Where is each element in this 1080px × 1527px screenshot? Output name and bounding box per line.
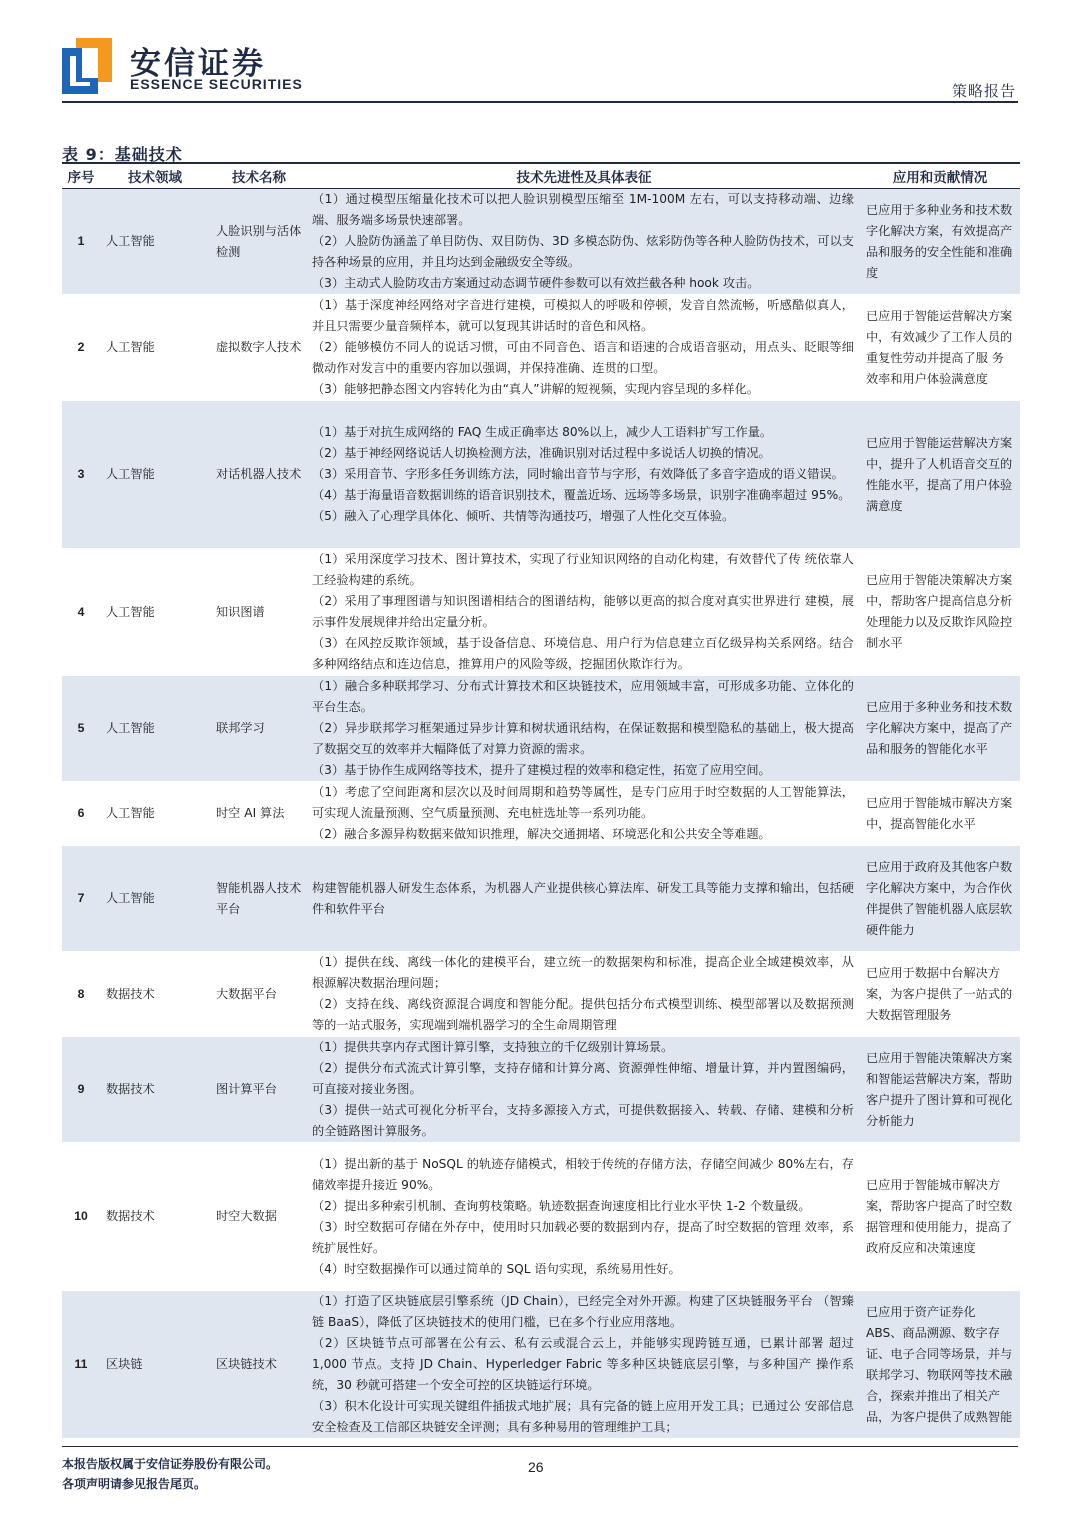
footer-divider — [62, 1446, 1018, 1447]
row-number: 6 — [62, 782, 100, 846]
page-number: 26 — [528, 1459, 544, 1475]
col-header-domain: 技术领域 — [100, 163, 210, 189]
basic-tech-table — [62, 162, 1020, 1439]
row-application: 已应用于政府及其他客户数字化解决方案中，为合作伙伴提供了智能机器人底层软硬件能力 — [860, 846, 1020, 952]
desc-item: （1）通过模型压缩量化技术可以把人脸识别模型压缩至 1M-100M 左右，可以支持移动端、边缘端、服务端多场景快速部署。 — [312, 192, 854, 227]
row-description — [308, 295, 860, 401]
desc-item: （2）区块链节点可部署在公有云、私有云或混合云上，并能够实现跨链互通，已累计部署 超过 1,000 节点。支持 JD Chain、Hyperledger Fabric 等多种区块链底层引擎，与多种国产 操作系统，30 秒就可搭建一个安全可控的区块链运行环境。 — [312, 1336, 854, 1392]
col-header-name: 技术名称 — [210, 163, 308, 189]
table-row — [62, 189, 1020, 295]
table-row — [62, 846, 1020, 952]
desc-item: （1）考虑了空间距离和层次以及时间周期和趋势等属性，是专门应用于时空数据的人工智能算法，可实现人流量预测、空气质量预测、充电桩选址等一系列功能。 — [312, 785, 854, 820]
row-domain: 人工智能 — [100, 549, 210, 676]
row-domain: 数据技术 — [100, 952, 210, 1037]
table-row — [62, 1037, 1020, 1143]
desc-item: （3）在风控反欺诈领域，基于设备信息、环境信息、用户行为信息建立百亿级异构关系网络。结合多种网络结点和连边信息，推算用户的风险等级，挖掘团伙欺诈行为。 — [312, 636, 854, 671]
row-number: 5 — [62, 676, 100, 782]
footer-copyright: 本报告版权属于安信证券股份有限公司。 — [62, 1457, 279, 1471]
row-number: 1 — [62, 189, 100, 295]
row-application: 已应用于智能决策解决方案中，帮助客户提高信息分析处理能力以及反欺诈风险控制水平 — [860, 549, 1020, 676]
row-domain: 数据技术 — [100, 1143, 210, 1291]
desc-item: 构建智能机器人研发生态体系，为机器人产业提供核心算法库、研发工具等能力支撑和输出，包括硬件和软件平台 — [312, 880, 854, 916]
table-row — [62, 782, 1020, 846]
row-tech-name: 人脸识别与活体检测 — [210, 189, 308, 295]
desc-item: （1）采用深度学习技术、图计算技术，实现了行业知识网络的自动化构建，有效替代了传 统依靠人工经验构建的系统。 — [312, 552, 854, 587]
col-header-app: 应用和贡献情况 — [860, 163, 1020, 189]
row-application: 已应用于多种业务和技术数字化解决方案中，提高了产品和服务的智能化水平 — [860, 676, 1020, 782]
row-tech-name: 对话机器人技术 — [210, 401, 308, 549]
brand-name-cn: 安信证券 — [130, 46, 266, 82]
row-application: 已应用于智能城市解决方案中，提高智能化水平 — [860, 782, 1020, 846]
report-type: 策略报告 — [951, 82, 1016, 100]
col-header-desc: 技术先进性及具体表征 — [308, 163, 860, 189]
row-number: 4 — [62, 549, 100, 676]
table-row — [62, 1291, 1020, 1439]
desc-item: （2）融合多源异构数据来做知识推理，解决交通拥堵、环境恶化和公共安全等难题。 — [312, 827, 771, 841]
row-description — [308, 1037, 860, 1143]
desc-item: （2）能够模仿不同人的说话习惯，可由不同音色、语言和语速的合成语音驱动，用点头、眨眼等细微动作对发言中的重要内容加以强调，并保持准确、连贯的口型。 — [312, 340, 854, 375]
table-row — [62, 952, 1020, 1037]
desc-item: （2）支持在线、离线资源混合调度和智能分配。提供包括分布式模型训练、模型部署以及数据预测等的一站式服务，实现端到端机器学习的全生命周期管理 — [312, 997, 854, 1032]
desc-item: （1）提出新的基于 NoSQL 的轨迹存储模式，相较于传统的存储方法，存储空间减少 80%左右，存储效率提升接近 90%。 — [312, 1156, 854, 1192]
row-tech-name: 知识图谱 — [210, 549, 308, 676]
table-title: 表 9：基础技术 — [62, 145, 183, 164]
row-description — [308, 846, 860, 952]
table-row — [62, 295, 1020, 401]
desc-item: （1）融合多种联邦学习、分布式计算技术和区块链技术，应用领域丰富，可形成多功能、立体化的平台生态。 — [312, 679, 854, 714]
desc-item: （1）提供共享内存式图计算引擎，支持独立的千亿级别计算场景。 — [312, 1040, 674, 1054]
desc-item: （1）基于对抗生成网络的 FAQ 生成正确率达 80%以上，减少人工语料扩写工作量。 — [312, 425, 773, 439]
row-number: 2 — [62, 295, 100, 401]
desc-item: （3）能够把静态图文内容转化为由“真人”讲解的短视频，实现内容呈现的多样化。 — [312, 382, 759, 396]
brand-name-en: ESSENCE SECURITIES — [130, 76, 303, 92]
row-number: 9 — [62, 1037, 100, 1143]
table-row — [62, 676, 1020, 782]
row-tech-name: 智能机器人技术平台 — [210, 846, 308, 952]
desc-item: （3）时空数据可存储在外存中，使用时只加载必要的数据到内存，提高了时空数据的管理 效率，系统扩展性好。 — [312, 1219, 854, 1255]
row-application: 已应用于多种业务和技术数字化解决方案，有效提高产品和服务的安全性能和准确度 — [860, 189, 1020, 295]
desc-item: （1）提供在线、离线一体化的建模平台，建立统一的数据架构和标准，提高企业全域建模效率，从根源解决数据治理问题； — [312, 955, 854, 990]
row-number: 8 — [62, 952, 100, 1037]
row-description — [308, 1143, 860, 1291]
desc-item: （3）提供一站式可视化分析平台，支持多源接入方式，可提供数据接入、转载、存储、建模和分析的全链路图计算服务。 — [312, 1103, 854, 1138]
row-number: 10 — [62, 1143, 100, 1291]
row-application: 已应用于智能运营解决方案中，提升了人机语音交互的性能水平，提高了用户体验满意度 — [860, 401, 1020, 549]
row-domain: 区块链 — [100, 1291, 210, 1439]
desc-item: （3）基于协作生成网络等技术，提升了建模过程的效率和稳定性，拓宽了应用空间。 — [312, 763, 771, 777]
desc-item: （2）采用了事理图谱与知识图谱相结合的图谱结构，能够以更高的拟合度对真实世界进行 建模，展示事件发展规律并给出定量分析。 — [312, 594, 854, 629]
desc-item: （5）融入了心理学具体化、倾听、共情等沟通技巧，增强了人性化交互体验。 — [312, 509, 735, 523]
row-tech-name: 联邦学习 — [210, 676, 308, 782]
desc-item: （3）积木化设计可实现关键组件插拔式地扩展；具有完备的链上应用开发工具；已通过公 安部信息安全检查及工信部区块链安全评测；具有多种易用的管理维护工具； — [312, 1399, 854, 1434]
row-tech-name: 区块链技术 — [210, 1291, 308, 1439]
brand-logo — [62, 38, 112, 94]
row-application: 已应用于数据中台解决方案，为客户提供了一站式的大数据管理服务 — [860, 952, 1020, 1037]
table-row — [62, 401, 1020, 549]
row-description — [308, 952, 860, 1037]
row-number: 7 — [62, 846, 100, 952]
row-domain: 人工智能 — [100, 189, 210, 295]
col-header-no: 序号 — [62, 163, 100, 189]
desc-item: （3）采用音节、字形多任务训练方法，同时输出音节与字形，有效降低了多音字造成的语义错误。 — [312, 467, 844, 481]
row-description — [308, 401, 860, 549]
desc-item: （4）基于海量语音数据训练的语音识别技术，覆盖近场、远场等多场景，识别字准确率超过 95%。 — [312, 488, 851, 502]
row-description — [308, 782, 860, 846]
row-tech-name: 时空 AI 算法 — [210, 782, 308, 846]
desc-item: （3）主动式人脸防攻击方案通过动态调节硬件参数可以有效拦截各种 hook 攻击。 — [312, 276, 760, 290]
row-description — [308, 189, 860, 295]
row-description — [308, 549, 860, 676]
desc-item: （2）提供分布式流式计算引擎，支持存储和计算分离、资源弹性伸缩、增量计算，并内置图编码，可直接对接业务图。 — [312, 1061, 854, 1096]
desc-item: （2）异步联邦学习框架通过异步计算和树状通讯结构，在保证数据和模型隐私的基础上，极大提高了数据交互的效率并大幅降低了对算力资源的需求。 — [312, 721, 854, 756]
row-number: 11 — [62, 1291, 100, 1439]
row-application: 已应用于智能运营解决方案中，有效减少了工作人员的重复性劳动并提高了服 务效率和用户体验满意度 — [860, 295, 1020, 401]
row-tech-name: 大数据平台 — [210, 952, 308, 1037]
table-header-row — [62, 163, 1020, 189]
table-row — [62, 549, 1020, 676]
row-tech-name: 虚拟数字人技术 — [210, 295, 308, 401]
desc-item: （2）提出多种索引机制、查询剪枝策略。轨迹数据查询速度相比行业水平快 1-2 个数量级。 — [312, 1198, 811, 1213]
row-description — [308, 676, 860, 782]
row-number: 3 — [62, 401, 100, 549]
row-tech-name: 图计算平台 — [210, 1037, 308, 1143]
row-domain: 人工智能 — [100, 295, 210, 401]
header-divider — [62, 101, 1018, 103]
row-description — [308, 1291, 860, 1439]
row-domain: 人工智能 — [100, 846, 210, 952]
row-domain: 人工智能 — [100, 676, 210, 782]
desc-item: （2）基于神经网络说话人切换检测方法，准确识别对话过程中多说话人切换的情况。 — [312, 446, 771, 460]
row-tech-name: 时空大数据 — [210, 1143, 308, 1291]
desc-item: （1）打造了区块链底层引擎系统（JD Chain），已经完全对外开源。构建了区块链服务平台 （智臻链 BaaS），降低了区块链技术的使用门槛，已在多个行业应用落地。 — [312, 1294, 854, 1329]
row-domain: 人工智能 — [100, 782, 210, 846]
footer-disclaimer: 各项声明请参见报告尾页。 — [62, 1477, 207, 1491]
row-application: 已应用于资产证券化 ABS、商品溯源、数字存证、电子合同等场景，并与联邦学习、物联网等技术融合，探索并推出了相关产品，为客户提供了成熟智能 — [860, 1291, 1020, 1439]
row-application: 已应用于智能决策解决方案和智能运营解决方案，帮助客户提升了图计算和可视化分析能力 — [860, 1037, 1020, 1143]
row-domain: 数据技术 — [100, 1037, 210, 1143]
table-row — [62, 1143, 1020, 1291]
desc-item: （4）时空数据操作可以通过简单的 SQL 语句实现，系统易用性好。 — [312, 1261, 681, 1276]
desc-item: （1）基于深度神经网络对字音进行建模，可模拟人的呼吸和停顿，发音自然流畅，听感酷似真人，并且只需要少量音频样本，就可以复现其讲话时的音色和风格。 — [312, 298, 854, 333]
row-domain: 人工智能 — [100, 401, 210, 549]
desc-item: （2）人脸防伪涵盖了单目防伪、双目防伪、3D 多模态防伪、炫彩防伪等各种人脸防伪技术，可以支持各种场景的应用，并且均达到金融级安全等级。 — [312, 234, 854, 269]
row-application: 已应用于智能城市解决方案，帮助客户提高了时空数据管理和使用能力，提高了政府反应和决策速度 — [860, 1143, 1020, 1291]
